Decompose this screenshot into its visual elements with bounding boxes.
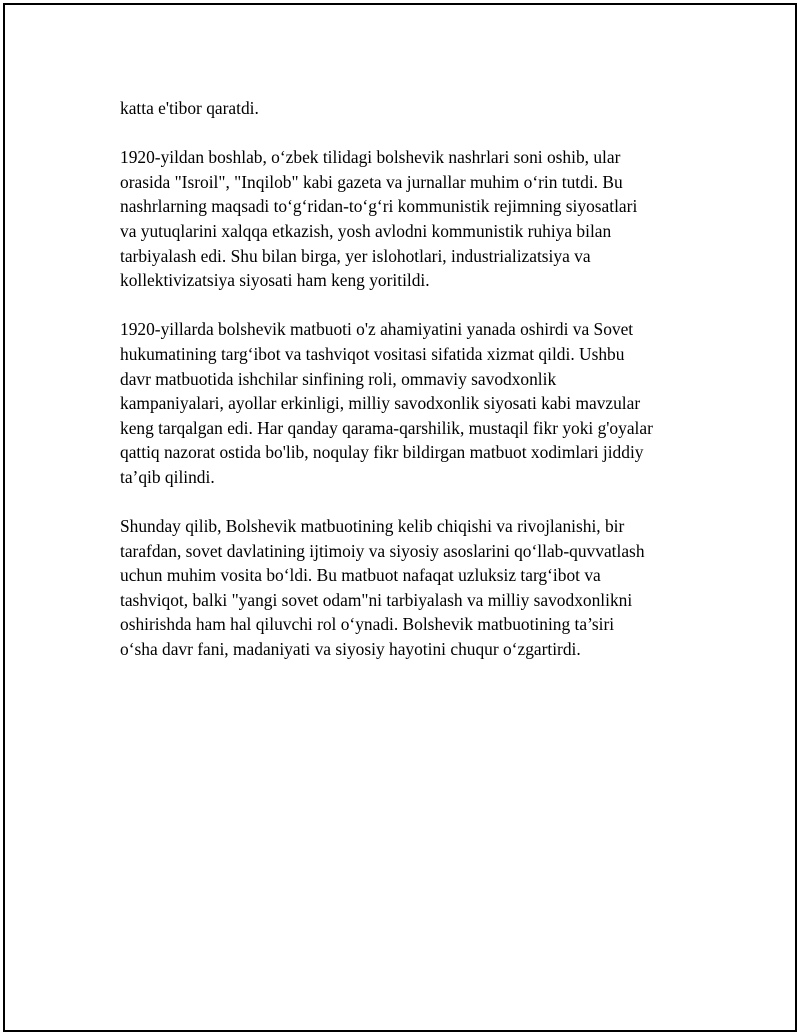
text-line: orasida "Isroil", "Inqilob" kabi gazeta va jurnallar muhim o‘rin tutdi. Bu <box>120 171 623 192</box>
text-line: o‘sha davr fani, madaniyati va siyosiy hayotini chuqur o‘zgartirdi. <box>120 639 581 660</box>
text-line: hukumatining targ‘ibot va tashviqot vositasi sifatida xizmat qildi. Ushbu <box>120 343 625 364</box>
text-line: 1920-yildan boshlab, o‘zbek tilidagi bolshevik nashrlari soni oshib, ular <box>120 147 621 168</box>
text-line: tarbiyalash edi. Shu bilan birga, yer islohotlari, industrializatsiya va <box>120 245 591 266</box>
paragraph-4 <box>120 514 700 662</box>
text-line: nashrlarning maqsadi to‘g‘ridan-to‘g‘ri kommunistik rejimning siyosatlari <box>120 196 638 217</box>
paragraph-2 <box>120 145 700 293</box>
document-page <box>3 3 797 1032</box>
text-line: kollektivizatsiya siyosati ham keng yoritildi. <box>120 270 430 291</box>
text-line: oshirishda ham hal qiluvchi rol o‘ynadi. Bolshevik matbuotining ta’siri <box>120 614 615 635</box>
text-line: tarafdan, sovet davlatining ijtimoiy va siyosiy asoslarini qo‘llab-quvvatlash <box>120 540 645 561</box>
text-line: tashviqot, balki "yangi sovet odam"ni tarbiyalash va milliy savodxonlikni <box>120 589 633 610</box>
text-line: Shunday qilib, Bolshevik matbuotining kelib chiqishi va rivojlanishi, bir <box>120 516 625 537</box>
paragraph-1 <box>120 96 700 121</box>
text-line: katta e'tibor qaratdi. <box>120 98 259 118</box>
text-line: va yutuqlarini xalqqa etkazish, yosh avlodni kommunistik ruhiya bilan <box>120 220 612 241</box>
text-line: uchun muhim vosita bo‘ldi. Bu matbuot nafaqat uzluksiz targ‘ibot va <box>120 565 601 586</box>
paragraph-3 <box>120 317 700 489</box>
text-line: kampaniyalari, ayollar erkinligi, milliy savodxonlik siyosati kabi mavzular <box>120 393 641 414</box>
text-line: qattiq nazorat ostida bo'lib, noqulay fikr bildirgan matbuot xodimlari jiddiy <box>120 442 644 463</box>
text-line: keng tarqalgan edi. Har qanday qarama-qarshilik, mustaqil fikr yoki g'oyalar <box>120 417 653 438</box>
text-line: ta’qib qilindi. <box>120 466 215 487</box>
text-line: 1920-yillarda bolshevik matbuoti o'z ahamiyatini yanada oshirdi va Sovet <box>120 319 634 340</box>
document-body <box>120 96 700 686</box>
text-line: davr matbuotida ishchilar sinfining roli, ommaviy savodxonlik <box>120 368 557 389</box>
